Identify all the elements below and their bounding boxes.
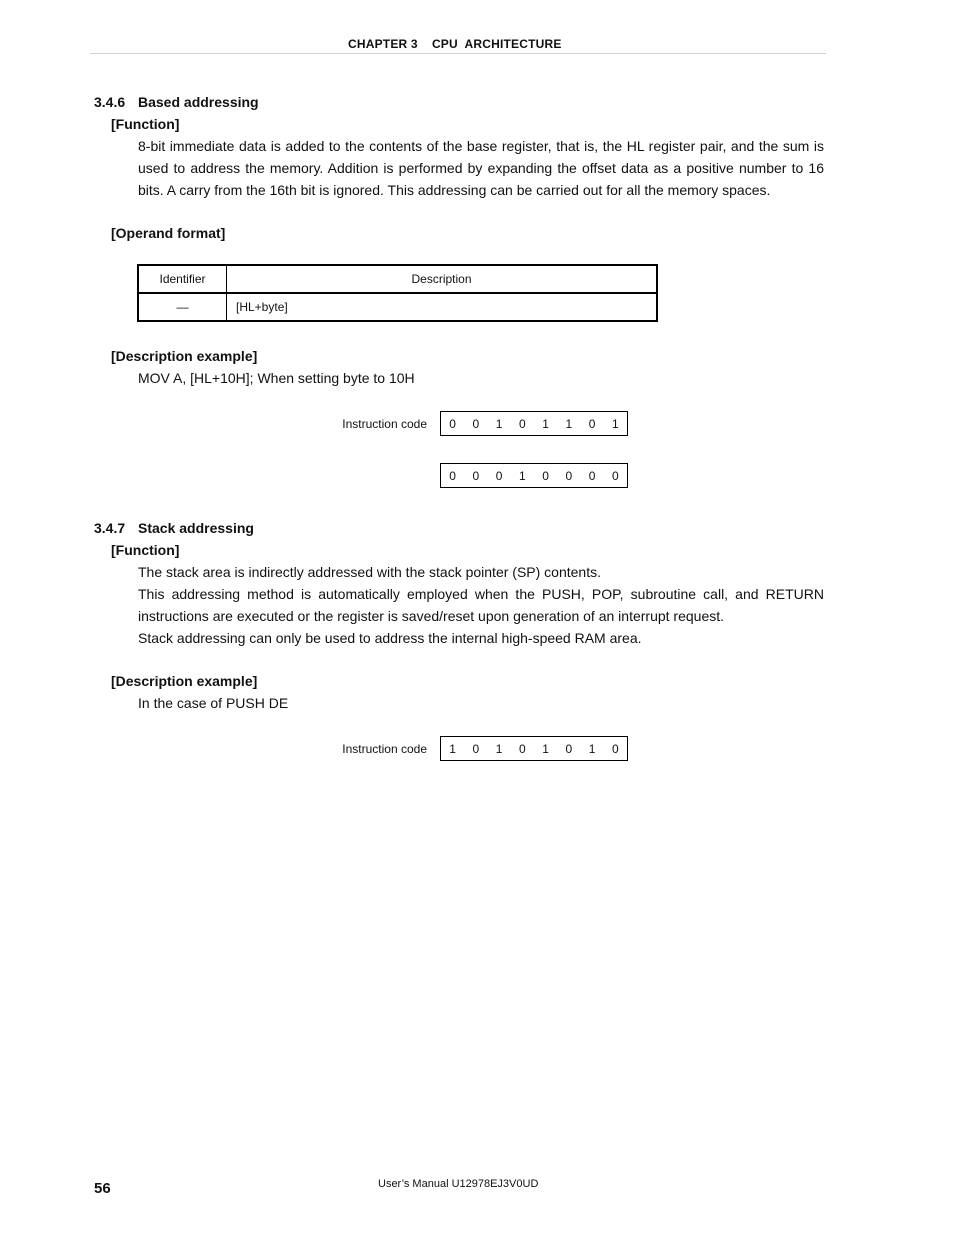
bit: 1 (542, 741, 549, 756)
bit: 1 (519, 468, 526, 483)
instruction-code-byte-1 (440, 736, 628, 761)
bit: 0 (449, 468, 456, 483)
section-title: Stack addressing (138, 520, 254, 536)
running-header: CHAPTER 3 CPU ARCHITECTURE (348, 37, 562, 51)
bit: 0 (472, 416, 480, 431)
bit: 0 (588, 468, 596, 483)
bit: 0 (612, 741, 619, 756)
identifier-header: Identifier (138, 265, 227, 293)
document-id: User’s Manual U12978EJ3V0UD (378, 1178, 539, 1190)
bit: 1 (449, 741, 456, 756)
table-header-row (138, 265, 657, 293)
description-example-heading: [Description example] (111, 348, 258, 364)
bit: 0 (565, 741, 573, 756)
function-paragraph: 8-bit immediate data is added to the contents of the base register, that is, the HL register pair, and the sum is used to address the memory. Addition is performed by expanding the offset data as a positive number to 16 bits. A carry from the 16th bit is ignored. This addressing can be carried out for all the memory spaces. (138, 138, 824, 198)
description-header: Description (227, 265, 658, 293)
bit: 0 (542, 468, 549, 483)
bit: 0 (612, 468, 619, 483)
function-heading: [Function] (111, 542, 180, 558)
header-rule (90, 53, 826, 54)
instruction-code-label: Instruction code (342, 417, 427, 431)
page-number: 56 (94, 1180, 111, 1197)
bit: 1 (612, 416, 619, 431)
bit: 1 (495, 741, 503, 756)
paragraph-line: This addressing method is automatically employed when the PUSH, POP, subroutine call, and RETURN instructions are executed or the register is saved/reset upon generation of an interrupt request. (138, 586, 824, 624)
instruction-code-label: Instruction code (342, 742, 427, 756)
description-cell: [HL+byte] (227, 293, 658, 321)
section-title: Based addressing (138, 94, 259, 110)
function-paragraph (138, 561, 824, 649)
bit: 1 (542, 416, 549, 431)
identifier-cell: — (138, 293, 227, 321)
bit: 1 (495, 416, 503, 431)
instruction-code-byte-2 (440, 463, 628, 488)
operand-format-heading: [Operand format] (111, 225, 226, 241)
instruction-code-byte-1 (440, 411, 628, 436)
bit: 0 (495, 468, 503, 483)
bit: 0 (588, 416, 596, 431)
section-heading-stack-addressing (94, 520, 254, 536)
description-example-text: MOV A, [HL+10H]; When setting byte to 10H (138, 370, 415, 386)
bit: 0 (472, 468, 480, 483)
description-example-heading: [Description example] (111, 673, 258, 689)
bit: 1 (565, 416, 573, 431)
paragraph-line: The stack area is indirectly addressed with the stack pointer (SP) contents. (138, 564, 601, 580)
section-heading-based-addressing (94, 94, 259, 110)
operand-format-table (137, 264, 658, 322)
bit: 1 (588, 741, 596, 756)
bit: 0 (449, 416, 456, 431)
bit: 0 (519, 741, 526, 756)
paragraph-line: Stack addressing can only be used to address the internal high-speed RAM area. (138, 630, 642, 646)
description-example-text: In the case of PUSH DE (138, 695, 289, 711)
bit: 0 (565, 468, 573, 483)
bit: 0 (519, 416, 526, 431)
section-number: 3.4.7 (94, 520, 126, 536)
bit: 0 (472, 741, 480, 756)
table-row (138, 293, 657, 321)
function-heading: [Function] (111, 116, 180, 132)
section-number: 3.4.6 (94, 94, 126, 110)
